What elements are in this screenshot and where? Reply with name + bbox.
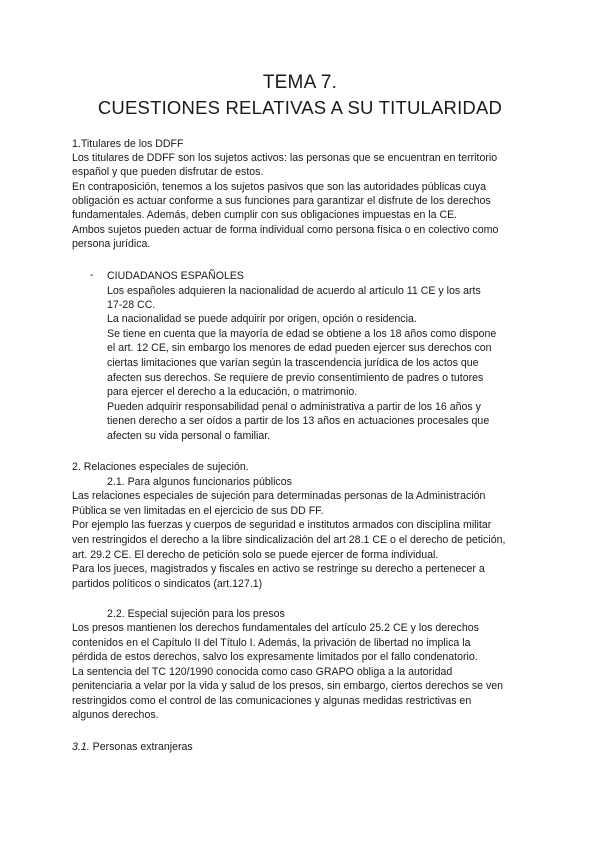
paragraph-line: pérdida de estos derechos, salvo los expresamente limitados por el fallo condenatorio. <box>72 651 478 663</box>
bullet-heading: CIUDADANOS ESPAÑOLES <box>107 270 244 282</box>
bullet-line: para ejercer el derecho a la educación, o matrimonio. <box>107 386 358 398</box>
bullet-line: Pueden adquirir responsabilidad penal o administrativa a partir de los 16 años y <box>107 401 481 413</box>
paragraph-line: Los presos mantienen los derechos fundamentales del artículo 25.2 CE y los derechos <box>72 622 479 634</box>
bullet-line: el art. 12 CE, sin embargo los menores de edad pueden ejercer sus derechos con <box>107 342 492 354</box>
page-title: TEMA 7. <box>262 72 338 93</box>
bullet-line: ciertas limitaciones que varían según la trascendencia jurídica de los actos que <box>107 357 479 369</box>
paragraph-line: La sentencia del TC 120/1990 conocida como caso GRAPO obliga a la autoridad <box>72 666 453 678</box>
bullet-line: La nacionalidad se puede adquirir por origen, opción o residencia. <box>107 313 417 325</box>
bullet-line: afecten sus derechos. Se requiere de previo consentimiento de padres o tutores <box>107 372 484 384</box>
paragraph-line: Pública se ven limitadas en el ejercicio de sus DD FF. <box>72 505 324 517</box>
paragraph-line: penitenciaria a velar por la vida y salud de los presos, sin embargo, ciertos derechos se ven <box>72 680 504 692</box>
paragraph-line: art. 29.2 CE. El derecho de petición solo se puede ejercer de forma individual. <box>72 549 439 561</box>
subsection-2-2-heading: 2.2. Especial sujeción para los presos <box>107 608 285 620</box>
section-2-heading: 2. Relaciones especiales de sujeción. <box>72 461 249 473</box>
paragraph-line: Para los jueces, magistrados y fiscales en activo se restringe su derecho a pertenecer a <box>72 563 485 575</box>
bullet-line: Los españoles adquieren la nacionalidad de acuerdo al artículo 11 CE y los arts <box>107 285 481 297</box>
paragraph-line: ven restringidos el derecho a la libre sindicalización del art 28.1 CE o el derecho de petición, <box>72 534 506 546</box>
bullet-line: afecten su vida personal o familiar. <box>107 430 271 442</box>
section-3-title: Personas extranjeras <box>92 741 193 753</box>
paragraph-line: partidos políticos o sindicatos (art.127.1) <box>72 578 263 590</box>
bullet-line: tienen derecho a ser oídos a partir de los 13 años en actuaciones procesales que <box>107 415 490 427</box>
paragraph-line: En contraposición, tenemos a los sujetos pasivos que son las autoridades públicas cuya <box>72 181 486 193</box>
paragraph-line: Los titulares de DDFF son los sujetos activos: las personas que se encuentran en territorio <box>72 152 498 164</box>
bullet-line: Se tiene en cuenta que la mayoría de edad se obtiene a los 18 años como dispone <box>107 328 497 340</box>
section-3-heading <box>72 740 193 754</box>
page-subtitle: CUESTIONES RELATIVAS A SU TITULARIDAD <box>97 97 503 118</box>
paragraph-line: fundamentales. Además, deben cumplir con sus obligaciones impuestas en la CE. <box>72 209 458 221</box>
bullet-line: 17-28 CC. <box>107 299 156 311</box>
subsection-2-1-heading: 2.1. Para algunos funcionarios públicos <box>107 476 292 488</box>
paragraph-line: Por ejemplo las fuerzas y cuerpos de seguridad e institutos armados con disciplina militar <box>72 519 492 531</box>
section-3-number: 3.1. <box>72 741 90 753</box>
paragraph-line: obligación es actuar conforme a sus funciones para garantizar el disfrute de los derechos <box>72 195 491 207</box>
paragraph-line: restringidos como el control de las comunicaciones y algunas medidas restrictivas en <box>72 695 472 707</box>
paragraph-line: español y que pueden disfrutar de estos. <box>72 166 264 178</box>
paragraph-line: algunos derechos. <box>72 709 159 721</box>
paragraph-line: Ambos sujetos pueden actuar de forma individual como persona física o en colectivo como <box>72 224 499 236</box>
paragraph-line: Las relaciones especiales de sujeción para determinadas personas de la Administración <box>72 490 486 502</box>
section-1-heading: 1.Titulares de los DDFF <box>72 138 184 150</box>
paragraph-line: persona jurídica. <box>72 238 151 250</box>
paragraph-line: contenidos en el Capítulo II del Título I. Además, la privación de libertad no implica la <box>72 637 471 649</box>
bullet-marker: - <box>90 269 94 281</box>
